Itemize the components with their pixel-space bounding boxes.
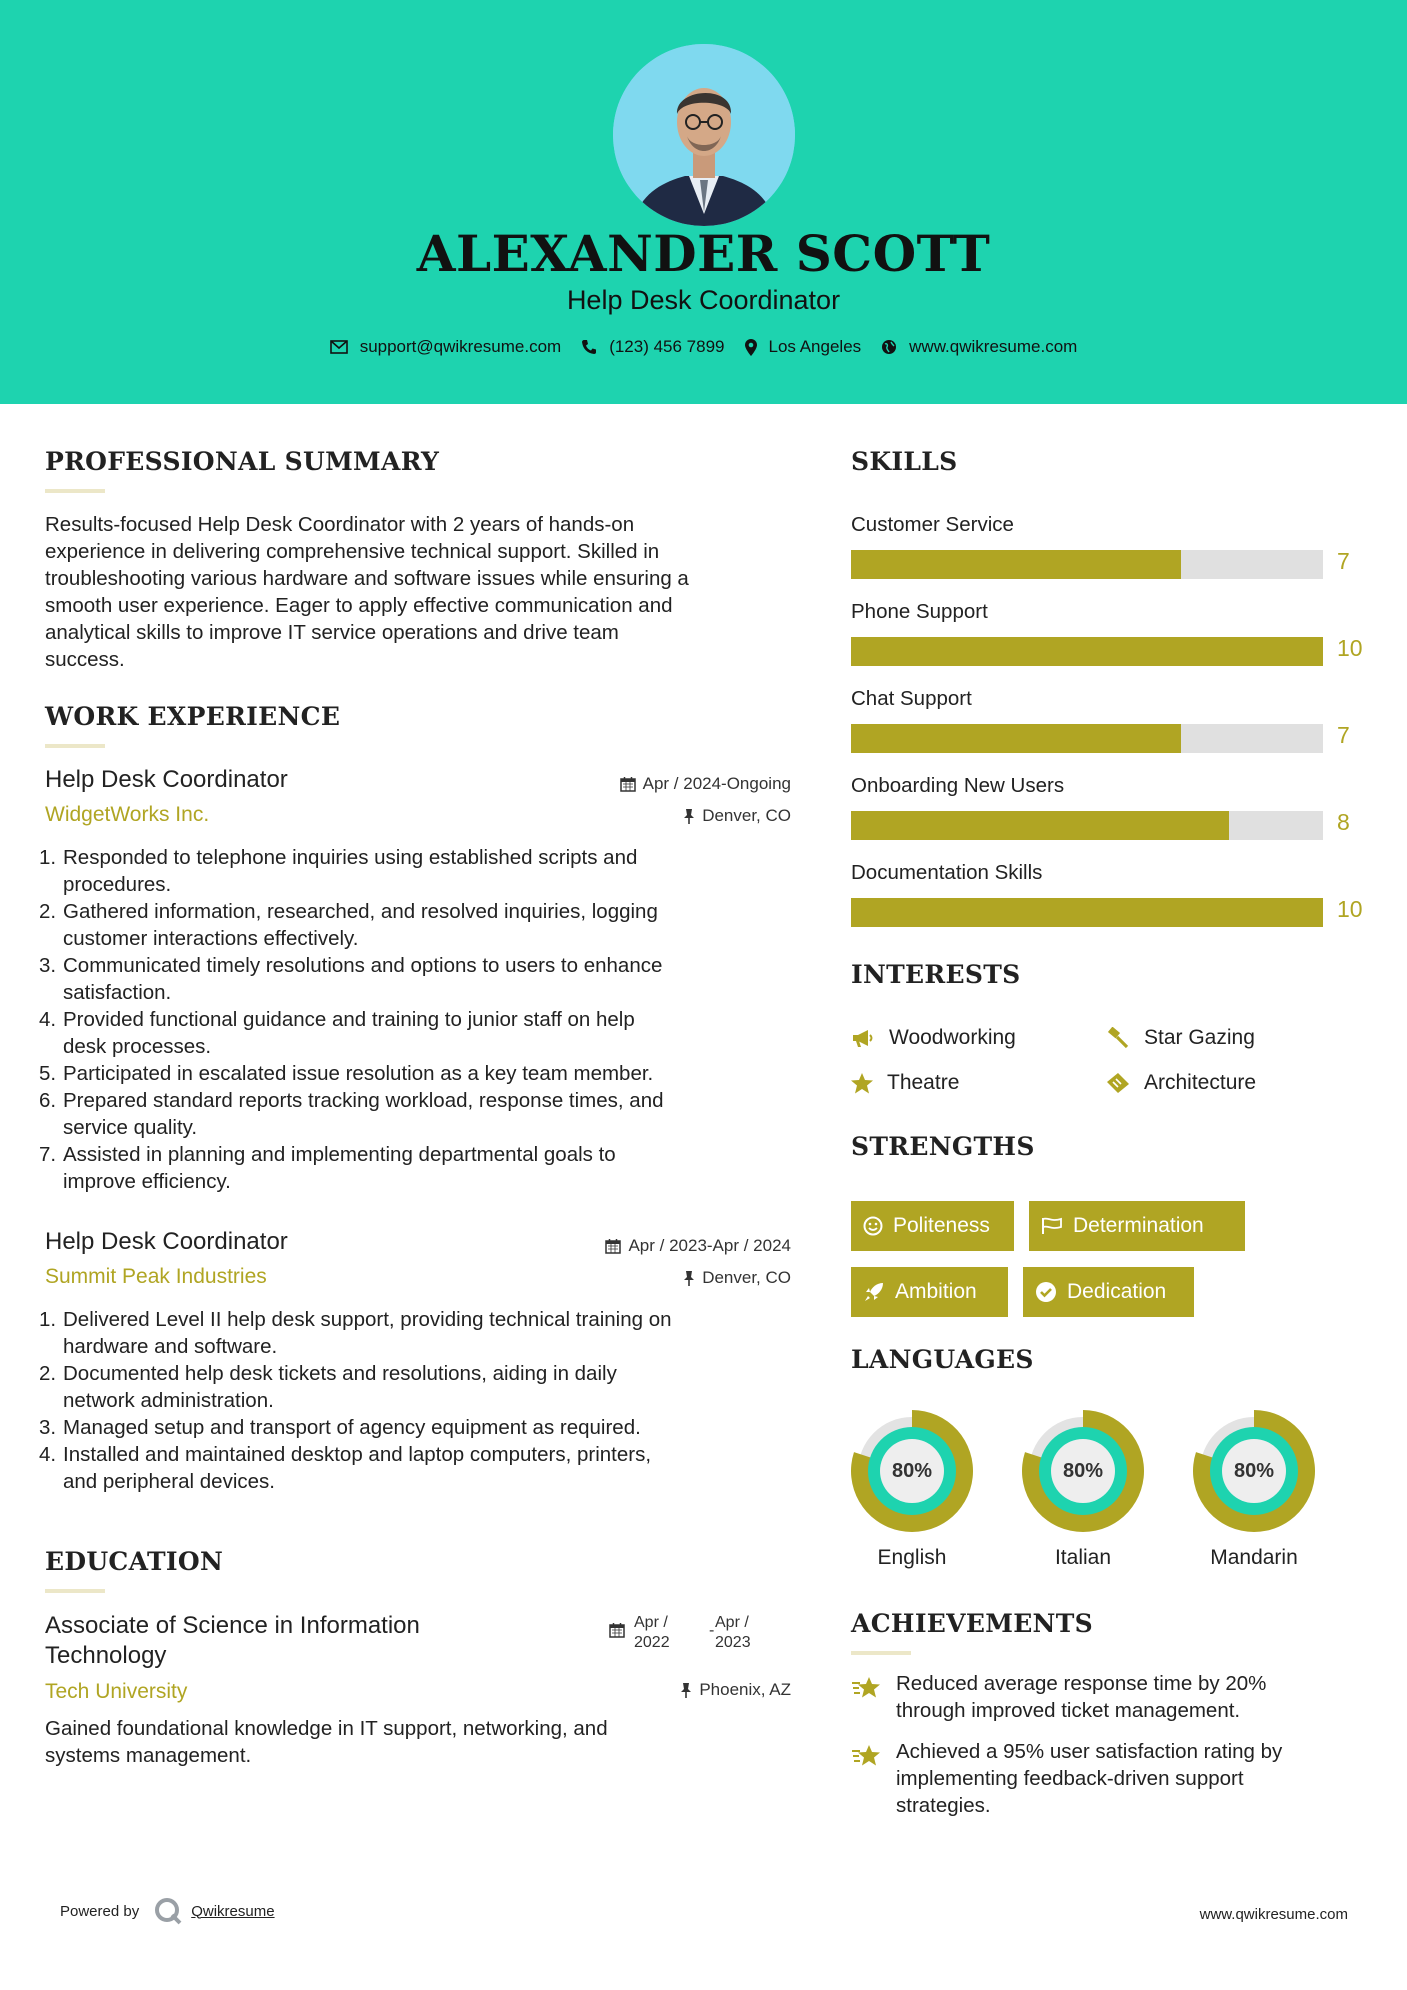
star-trophy-icon [851, 1674, 883, 1702]
list-text: and peripheral devices. [63, 1470, 275, 1493]
list-number: 2. [39, 900, 57, 923]
list-number: 3. [39, 1416, 57, 1439]
company-name: Summit Peak Industries [45, 1265, 267, 1288]
skill-bar-track [851, 811, 1323, 840]
map-pin-icon [745, 339, 757, 356]
skill-value: 7 [1337, 548, 1350, 574]
skill-bar-track [851, 550, 1323, 579]
job-location-text: Denver, CO [702, 1268, 791, 1287]
job-date [605, 1236, 791, 1256]
list-item [39, 1360, 825, 1414]
interest-item [851, 1071, 959, 1095]
list-item [39, 1087, 815, 1141]
languages-heading: LANGUAGES [851, 1345, 1034, 1374]
education-heading: EDUCATION [45, 1547, 224, 1576]
skill-value: 7 [1337, 722, 1350, 748]
list-number: 4. [39, 1443, 57, 1466]
degree-line: Technology [45, 1642, 167, 1669]
summary-underline [45, 489, 105, 493]
list-number: 1. [39, 1308, 57, 1331]
list-item [39, 1306, 825, 1360]
list-text: Managed setup and transport of agency equipment as required. [63, 1416, 641, 1439]
skill-bar-fill [851, 550, 1181, 579]
job-date [620, 774, 791, 794]
interest-label: Architecture [1144, 1071, 1257, 1094]
profile-photo [613, 44, 795, 226]
job-duties-list [39, 1306, 825, 1495]
strength-badge [851, 1201, 1014, 1251]
date-end-line: 2023 [715, 1634, 751, 1651]
experience-heading: WORK EXPERIENCE [45, 702, 341, 731]
job-location [683, 1268, 791, 1288]
achievement-line: strategies. [896, 1794, 991, 1817]
list-text: Prepared standard reports tracking workload, response times, and [63, 1089, 664, 1112]
summary-text [45, 511, 805, 673]
degree-title [45, 1611, 420, 1671]
footer-powered-by [60, 1896, 275, 1926]
strength-label: Determination [1073, 1214, 1204, 1237]
skill-label: Customer Service [851, 513, 1014, 536]
smile-icon [863, 1216, 883, 1236]
job-title: Help Desk Coordinator [45, 1228, 288, 1255]
skill-bar-track [851, 898, 1323, 927]
job-title: Help Desk Coordinator [45, 766, 288, 793]
language-percent: 80% [891, 1459, 933, 1482]
job-duties-list [39, 844, 815, 1195]
strengths-heading: STRENGTHS [851, 1132, 1035, 1161]
strength-badge [1023, 1267, 1194, 1317]
candidate-name: ALEXANDER SCOTT [416, 224, 991, 283]
list-item [39, 898, 815, 952]
calendar-icon [609, 1622, 625, 1638]
interest-label: Star Gazing [1144, 1026, 1255, 1049]
ticket-icon [1106, 1072, 1130, 1094]
summary-line: Results-focused Help Desk Coordinator with 2 years of hands-on [45, 513, 635, 536]
interest-item [1106, 1071, 1256, 1095]
skill-label: Onboarding New Users [851, 774, 1065, 797]
list-text: improve efficiency. [63, 1170, 231, 1193]
skill-label: Phone Support [851, 600, 988, 623]
contact-email[interactable] [330, 337, 562, 357]
education-underline [45, 1589, 105, 1593]
star-trophy-icon [851, 1742, 883, 1770]
language-percent: 80% [1233, 1459, 1275, 1482]
check-circle-icon [1035, 1281, 1057, 1303]
list-text: Installed and maintained desktop and laptop computers, printers, [63, 1443, 652, 1466]
megaphone-icon [851, 1028, 875, 1048]
envelope-icon [330, 340, 348, 354]
language-item [1022, 1410, 1144, 1569]
date-end-line: Apr / [715, 1614, 749, 1631]
achievement-item [851, 1670, 1266, 1724]
date-start-line: 2022 [634, 1634, 670, 1651]
list-item [39, 1141, 815, 1195]
list-number: 1. [39, 846, 57, 869]
rocket-icon [863, 1281, 885, 1303]
strength-badge [851, 1267, 1008, 1317]
list-text: Documented help desk tickets and resolutions, aiding in daily [63, 1362, 617, 1385]
interests-heading: INTERESTS [851, 960, 1021, 989]
contact-bar [0, 337, 1407, 357]
skills-heading: SKILLS [851, 447, 958, 476]
list-text: Delivered Level II help desk support, providing technical training on [63, 1308, 672, 1331]
summary-line: smooth user experience. Eager to apply effective communication and [45, 594, 673, 617]
candidate-title: Help Desk Coordinator [566, 285, 841, 315]
list-text: Assisted in planning and implementing departmental goals to [63, 1143, 616, 1166]
skill-value: 10 [1337, 635, 1363, 661]
calendar-icon [620, 776, 636, 792]
skill-label: Documentation Skills [851, 861, 1043, 884]
list-text: network administration. [63, 1389, 274, 1412]
globe-icon [881, 339, 897, 355]
interest-label: Theatre [887, 1071, 960, 1094]
interest-label: Woodworking [889, 1026, 1016, 1049]
contact-website[interactable] [881, 337, 1077, 357]
location-text: Los Angeles [768, 337, 862, 356]
list-text: Communicated timely resolutions and options to users to enhance [63, 954, 663, 977]
star-icon [851, 1073, 873, 1094]
list-item [39, 1441, 825, 1495]
phone-icon [581, 339, 597, 355]
list-number: 7. [39, 1143, 57, 1166]
job-location [683, 806, 791, 826]
summary-line: analytical skills to improve IT service operations and drive team [45, 621, 619, 644]
language-name: English [877, 1546, 947, 1569]
achievements-underline [851, 1651, 911, 1655]
flag-icon [1041, 1217, 1063, 1235]
gavel-icon [1106, 1027, 1130, 1049]
list-text: Provided functional guidance and training to junior staff on help [63, 1008, 635, 1031]
brand-link[interactable]: Qwikresume [191, 1902, 275, 1920]
website-text: www.qwikresume.com [909, 337, 1078, 356]
skill-value: 8 [1337, 809, 1350, 835]
language-item [851, 1410, 973, 1569]
strength-label: Ambition [895, 1280, 977, 1303]
list-text: service quality. [63, 1116, 198, 1139]
list-number: 4. [39, 1008, 57, 1031]
resume-header [0, 0, 1407, 404]
pin-icon [683, 1270, 695, 1286]
skill-bar-fill [851, 898, 1323, 927]
strength-label: Dedication [1067, 1280, 1167, 1303]
strength-badge [1029, 1201, 1245, 1251]
list-text: hardware and software. [63, 1335, 278, 1358]
language-percent: 80% [1062, 1459, 1104, 1482]
contact-phone[interactable] [581, 337, 724, 357]
skill-bar-track [851, 637, 1323, 666]
education-location [680, 1680, 791, 1700]
degree-line: Associate of Science in Information [45, 1612, 420, 1639]
job-date-text: Apr / 2024-Ongoing [642, 774, 791, 793]
strength-label: Politeness [893, 1214, 990, 1237]
email-text: support@qwikresume.com [359, 337, 562, 356]
language-name: Italian [1054, 1546, 1112, 1569]
list-text: Responded to telephone inquiries using established scripts and [63, 846, 638, 869]
list-text: desk processes. [63, 1035, 212, 1058]
list-item [39, 844, 815, 898]
education-desc-line: systems management. [45, 1744, 252, 1767]
language-item [1193, 1410, 1315, 1569]
summary-heading: PROFESSIONAL SUMMARY [45, 447, 440, 476]
interest-item [1106, 1026, 1255, 1050]
list-item [39, 1414, 825, 1441]
summary-line: success. [45, 648, 125, 671]
list-number: 3. [39, 954, 57, 977]
summary-line: experience in delivering comprehensive technical support. Skilled in [45, 540, 660, 563]
list-item [39, 1006, 815, 1060]
pin-icon [680, 1682, 692, 1698]
company-name: WidgetWorks Inc. [45, 803, 210, 826]
list-number: 5. [39, 1062, 57, 1085]
skill-bar-fill [851, 811, 1229, 840]
list-number: 6. [39, 1089, 57, 1112]
achievement-line: Achieved a 95% user satisfaction rating by [896, 1740, 1283, 1763]
job-location-text: Denver, CO [702, 806, 791, 825]
achievement-line: implementing feedback-driven support [896, 1767, 1244, 1790]
contact-location [745, 337, 862, 357]
list-text: Gathered information, researched, and resolved inquiries, logging [63, 900, 658, 923]
list-text: procedures. [63, 873, 172, 896]
skill-bar-track [851, 724, 1323, 753]
achievement-line: through improved ticket management. [896, 1699, 1241, 1722]
education-location-text: Phoenix, AZ [699, 1680, 791, 1699]
education-desc [45, 1715, 805, 1769]
summary-line: troubleshooting various hardware and software issues while ensuring a [45, 567, 689, 590]
skill-value: 10 [1337, 896, 1363, 922]
footer-website[interactable]: www.qwikresume.com [1199, 1906, 1348, 1923]
list-item [39, 952, 815, 1006]
skill-bar-fill [851, 724, 1181, 753]
skill-bar-fill [851, 637, 1323, 666]
list-text: customer interactions effectively. [63, 927, 359, 950]
date-start-line: Apr / [634, 1614, 668, 1631]
list-number: 2. [39, 1362, 57, 1385]
achievement-item [851, 1738, 1282, 1819]
skill-label: Chat Support [851, 687, 972, 710]
achievement-line: Reduced average response time by 20% [896, 1672, 1267, 1695]
date-end [715, 1613, 751, 1653]
list-text: Participated in escalated issue resolution as a key team member. [63, 1062, 654, 1085]
phone-text: (123) 456 7899 [609, 337, 725, 356]
experience-underline [45, 744, 105, 748]
language-name: Mandarin [1210, 1546, 1298, 1569]
education-desc-line: Gained foundational knowledge in IT support, networking, and [45, 1717, 608, 1740]
list-text: satisfaction. [63, 981, 172, 1004]
school-name: Tech University [45, 1680, 188, 1703]
qwikresume-logo-icon [153, 1896, 183, 1926]
date-separator: - [709, 1622, 715, 1639]
powered-by-text: Powered by [60, 1902, 140, 1920]
achievements-heading: ACHIEVEMENTS [851, 1609, 1093, 1638]
job-date-text: Apr / 2023-Apr / 2024 [628, 1236, 791, 1255]
pin-icon [683, 808, 695, 824]
interest-item [851, 1026, 1016, 1050]
date-start [634, 1613, 670, 1653]
calendar-icon [605, 1238, 621, 1254]
list-item [39, 1060, 815, 1087]
